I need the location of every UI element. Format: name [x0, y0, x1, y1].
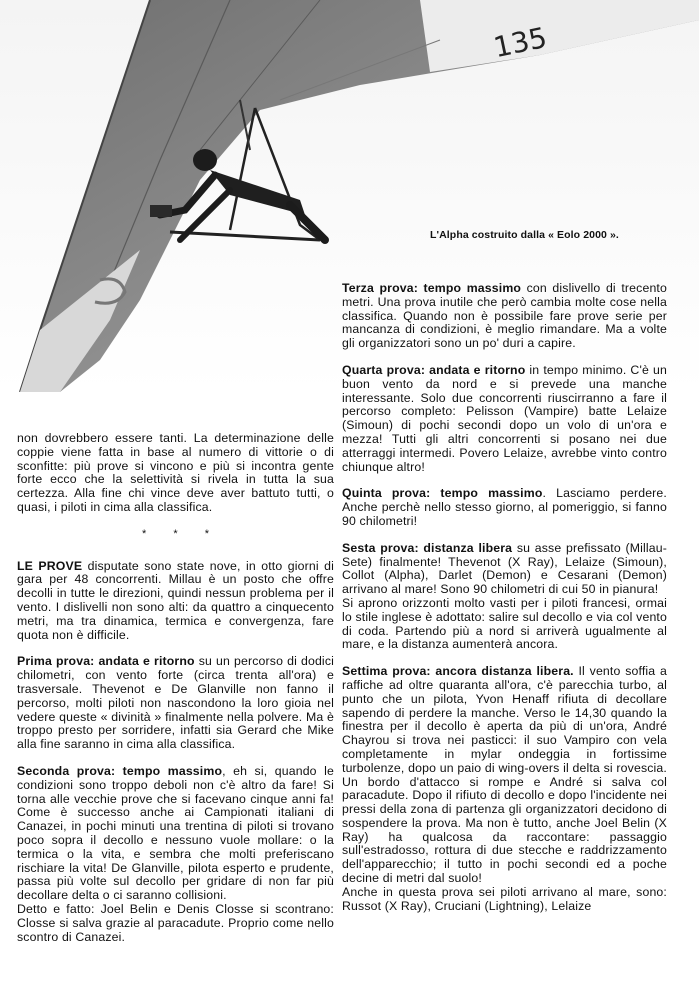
svg-text:135: 135 [490, 20, 550, 65]
prima-prova-lead: Prima prova: andata e ritorno [17, 654, 195, 669]
paragraph-prima-prova [17, 655, 334, 752]
paragraph-settima-prova [342, 665, 667, 886]
paragraph-terza-prova [342, 282, 667, 351]
quinta-prova-lead: Quinta prova: tempo massimo [342, 486, 543, 501]
sesta-prova-lead: Sesta prova: distanza libera [342, 540, 513, 555]
quarta-prova-text: in tempo minimo. C'è un buon vento da nord e si prevede una manche interessante. Solo due concorrenti riuscirranno a fare il percorso completo: Pelisson (Vampire) batte Lelaize (Simoun) di pochi secondi dopo un volo di un'ora e mezza! Tutti gli altri concorrenti si posano nei due atterraggi intermedi. Povero Lelaize, avrebbe vinto contro chiunque altro! [342, 362, 667, 474]
prima-prova-text: su un percorso di dodici chilometri, con vento forte (circa trenta all'ora) e trasversale. Thevenot e De Glanville non fanno il percorso, molti piloti non nascondono la loro gioia nel vedere queste « divinità » finalmente nella polvere. Ma è troppo presto per sorridere, infatti sia Gerard che Mike alla fine saranno in cima alla classifica. [17, 654, 334, 752]
seconda-prova-text: , eh si, quando le condizioni sono troppo deboli non c'è altro da fare! Si torna alle vecchie prove che si facevano cinque anni fa! Come è successo anche ai Campionati italiani di Canazei, in pochi minuti una trentina di piloti si trovano poco sopra il decollo e nessuno vuole mollare: o la termica o la vita, e sembra che molti preferiscano rischiare la vita! De Glanville, pilota esperto e prudente, passa più volte sul decollo per gridare di non far più decollare delta o ci saranno collisioni. [17, 763, 334, 903]
terza-prova-text: con dislivello di trecento metri. Una prova inutile che però cambia molte cose nella classifica. Quando non è possibile fare prove serie per mancanza di condizioni, è meglio rimandare. Ma a volte gli organizzatori sono un po' duri a capire. [342, 281, 667, 351]
paragraph-sesta-prova [342, 542, 667, 597]
paragraph-intro: non dovrebbero essere tanti. La determinazione delle coppie viene fatta in base al numero di vittorie o di sconfitte: più prove si vincono e più si incontra gente forte ecco che la selettività si rivela in tutta la sua certezza. Alla fine chi vince deve aver battuto tutti, o quasi, i piloti in cima alla classifica. [17, 431, 334, 514]
paragraph-quarta-prova [342, 364, 667, 474]
paragraph-anche: Anche in questa prova sei piloti arrivano al mare, sono: Russot (X Ray), Cruciani (Lightning), Lelaize [342, 884, 667, 913]
left-column [17, 432, 334, 944]
paragraph-le-prove [17, 560, 334, 643]
photo-caption: L'Alpha costruito dalla « Eolo 2000 ». [430, 229, 619, 241]
paragraph-quinta-prova [342, 487, 667, 528]
paragraph-si-aprono: Si aprono orizzonti molto vasti per i piloti francesi, ormai lo stile inglese è adottato: salire sul decollo e via col vento di coda. Partendo più a nord si arriverà ugualmente al mare, e la distanza aumenterà ancora. [342, 595, 667, 652]
section-separator: * * * [142, 527, 221, 540]
quinta-prova-text: . Lasciamo perdere. Anche perchè nello stesso giorno, al pomeriggio, si fanno 90 chilometri! [342, 486, 667, 528]
paragraph-seconda-prova [17, 765, 334, 903]
seconda-prova-lead: Seconda prova: tempo massimo [17, 763, 223, 778]
le-prove-text: disputate sono state nove, in otto giorni di gara per 48 concorrenti. Millau è un posto che offre decolli in tutte le direzioni, quindi nessun problema per il vento. I dislivelli non sono alti: da quattro a cinquecento metri, ma tra dinamica, termica e convergenza, fare quota non è difficile. [17, 558, 334, 642]
sesta-prova-text: su asse prefissato (Millau-Sete) finalmente! Thevenot (X Ray), Lelaize (Simoun), Collot (Alpha), Darlet (Demon) e Cesarani (Demon) arrivano al mare! Sono 90 chilometri di cui 50 in pianura! [342, 540, 667, 597]
right-column [342, 282, 667, 913]
paragraph-detto: Detto e fatto: Joel Belin e Denis Closse si scontrano: Closse si salva grazie al paracadute. Proprio come nello scontro di Canazei. [17, 901, 334, 944]
le-prove-lead: LE PROVE [17, 558, 83, 573]
terza-prova-lead: Terza prova: tempo massimo [342, 281, 522, 295]
settima-prova-text: Il vento soffia a raffiche ad oltre quaranta all'ora, c'è parecchia turbo, al punto che un pilota, Yvon Henaff rifiuta di decollare sapendo di perdere la manche. Verso le 14,30 quando la finestra per il decollo è aperta da più di un'ora, André Chayrou si trova nei pasticci: il suo Vampiro con vela completamente in mylar ondeggia in fortissime turbolenze, dopo un paio di wing-overs il delta si rovescia. Un bordo d'attacco si rompe e André si salva col paracadute. Dopo il rifiuto di decollo e dopo l'incidente nei pressi della zona di partenza gli organizzatori decidono di sospendere la prova. Ma non è tutto, anche Joel Belin (X Ray) ha qualcosa da raccontare: passaggio sull'estradosso, rottura di due stecche e raddrizzamento dell'apparecchio; il tutto in pochi secondi ed a poche decine di metri dal suolo! [342, 664, 667, 886]
quarta-prova-lead: Quarta prova: andata e ritorno [342, 362, 526, 377]
settima-prova-lead: Settima prova: ancora distanza libera. [342, 664, 574, 679]
